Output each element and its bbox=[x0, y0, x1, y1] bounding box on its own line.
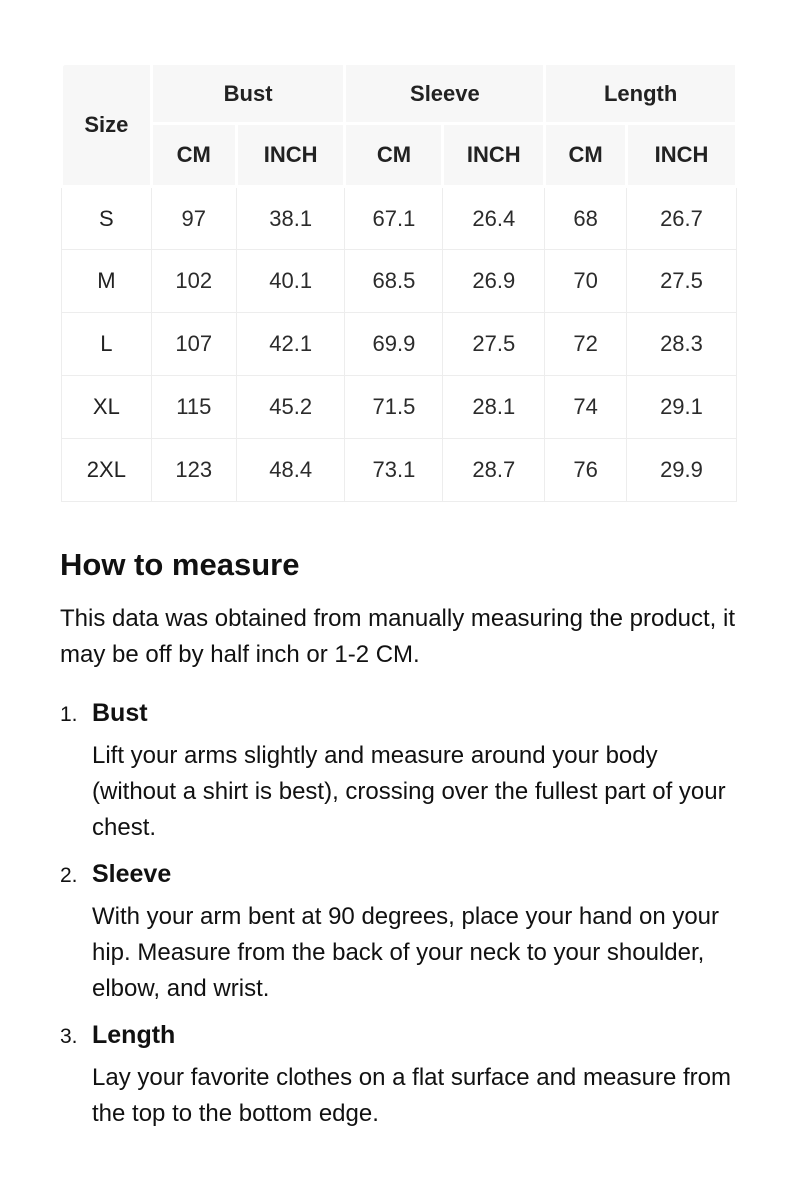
bust-inch-cell: 45.2 bbox=[236, 376, 345, 439]
unit-header-length-inch: INCH bbox=[626, 124, 736, 187]
length-inch-cell: 29.1 bbox=[626, 376, 736, 439]
step-description: Lay your favorite clothes on a flat surface and measure from the top to the bottom edge. bbox=[92, 1064, 731, 1127]
length-cm-cell: 76 bbox=[545, 439, 627, 502]
unit-header-bust-cm: CM bbox=[151, 124, 236, 187]
table-row bbox=[62, 313, 737, 376]
table-row bbox=[62, 376, 737, 439]
bust-inch-cell: 38.1 bbox=[236, 187, 345, 250]
how-to-measure-title: How to measure bbox=[60, 547, 300, 582]
bust-inch-cell: 40.1 bbox=[236, 250, 345, 313]
list-item bbox=[60, 699, 740, 846]
how-to-measure-intro: This data was obtained from manually measuring the product, it may be off by half inch or 1-2 CM. bbox=[60, 605, 736, 668]
sleeve-inch-cell: 28.1 bbox=[443, 376, 545, 439]
size-cell: L bbox=[62, 313, 152, 376]
table-header-unit-row bbox=[62, 124, 737, 187]
unit-header-sleeve-cm: CM bbox=[345, 124, 443, 187]
sleeve-cm-cell: 71.5 bbox=[345, 376, 443, 439]
bust-cm-cell: 123 bbox=[151, 439, 236, 502]
list-item bbox=[60, 1021, 740, 1132]
step-heading bbox=[60, 860, 740, 889]
bust-cm-cell: 97 bbox=[151, 187, 236, 250]
column-header-bust: Bust bbox=[151, 64, 345, 124]
unit-header-sleeve-inch: INCH bbox=[443, 124, 545, 187]
length-cm-cell: 68 bbox=[545, 187, 627, 250]
bust-inch-cell: 48.4 bbox=[236, 439, 345, 502]
length-inch-cell: 27.5 bbox=[626, 250, 736, 313]
bust-cm-cell: 115 bbox=[151, 376, 236, 439]
column-header-size: Size bbox=[62, 64, 152, 187]
sleeve-cm-cell: 67.1 bbox=[345, 187, 443, 250]
step-heading bbox=[60, 1021, 740, 1050]
size-chart-table bbox=[60, 62, 738, 502]
table-row bbox=[62, 439, 737, 502]
sleeve-inch-cell: 27.5 bbox=[443, 313, 545, 376]
step-description: With your arm bent at 90 degrees, place your hand on your hip. Measure from the back of your neck to your shoulder, elbow, and wrist. bbox=[92, 903, 720, 1002]
unit-header-bust-inch: INCH bbox=[236, 124, 345, 187]
length-inch-cell: 28.3 bbox=[626, 313, 736, 376]
column-header-length: Length bbox=[545, 64, 737, 124]
list-item bbox=[60, 860, 740, 1007]
length-cm-cell: 72 bbox=[545, 313, 627, 376]
size-cell: XL bbox=[62, 376, 152, 439]
size-cell: M bbox=[62, 250, 152, 313]
table-row bbox=[62, 187, 737, 250]
step-label-bust: Bust bbox=[92, 699, 148, 727]
length-cm-cell: 74 bbox=[545, 376, 627, 439]
measure-steps-list bbox=[60, 699, 740, 1132]
bust-cm-cell: 102 bbox=[151, 250, 236, 313]
length-inch-cell: 29.9 bbox=[626, 439, 736, 502]
size-cell: S bbox=[62, 187, 152, 250]
bust-inch-cell: 42.1 bbox=[236, 313, 345, 376]
step-number: 2. bbox=[60, 864, 78, 887]
step-heading bbox=[60, 699, 740, 728]
size-cell: 2XL bbox=[62, 439, 152, 502]
step-number: 1. bbox=[60, 703, 78, 726]
step-label-length: Length bbox=[92, 1021, 176, 1049]
length-cm-cell: 70 bbox=[545, 250, 627, 313]
unit-header-length-cm: CM bbox=[545, 124, 627, 187]
sleeve-cm-cell: 68.5 bbox=[345, 250, 443, 313]
sleeve-cm-cell: 73.1 bbox=[345, 439, 443, 502]
step-number: 3. bbox=[60, 1025, 78, 1048]
table-header-group-row bbox=[62, 64, 737, 124]
table-row bbox=[62, 250, 737, 313]
sleeve-cm-cell: 69.9 bbox=[345, 313, 443, 376]
column-header-sleeve: Sleeve bbox=[345, 64, 545, 124]
length-inch-cell: 26.7 bbox=[626, 187, 736, 250]
step-label-sleeve: Sleeve bbox=[92, 860, 172, 888]
bust-cm-cell: 107 bbox=[151, 313, 236, 376]
step-description: Lift your arms slightly and measure around your body (without a shirt is best), crossing over the fullest part of your chest. bbox=[92, 742, 726, 841]
sleeve-inch-cell: 26.9 bbox=[443, 250, 545, 313]
sleeve-inch-cell: 28.7 bbox=[443, 439, 545, 502]
sleeve-inch-cell: 26.4 bbox=[443, 187, 545, 250]
